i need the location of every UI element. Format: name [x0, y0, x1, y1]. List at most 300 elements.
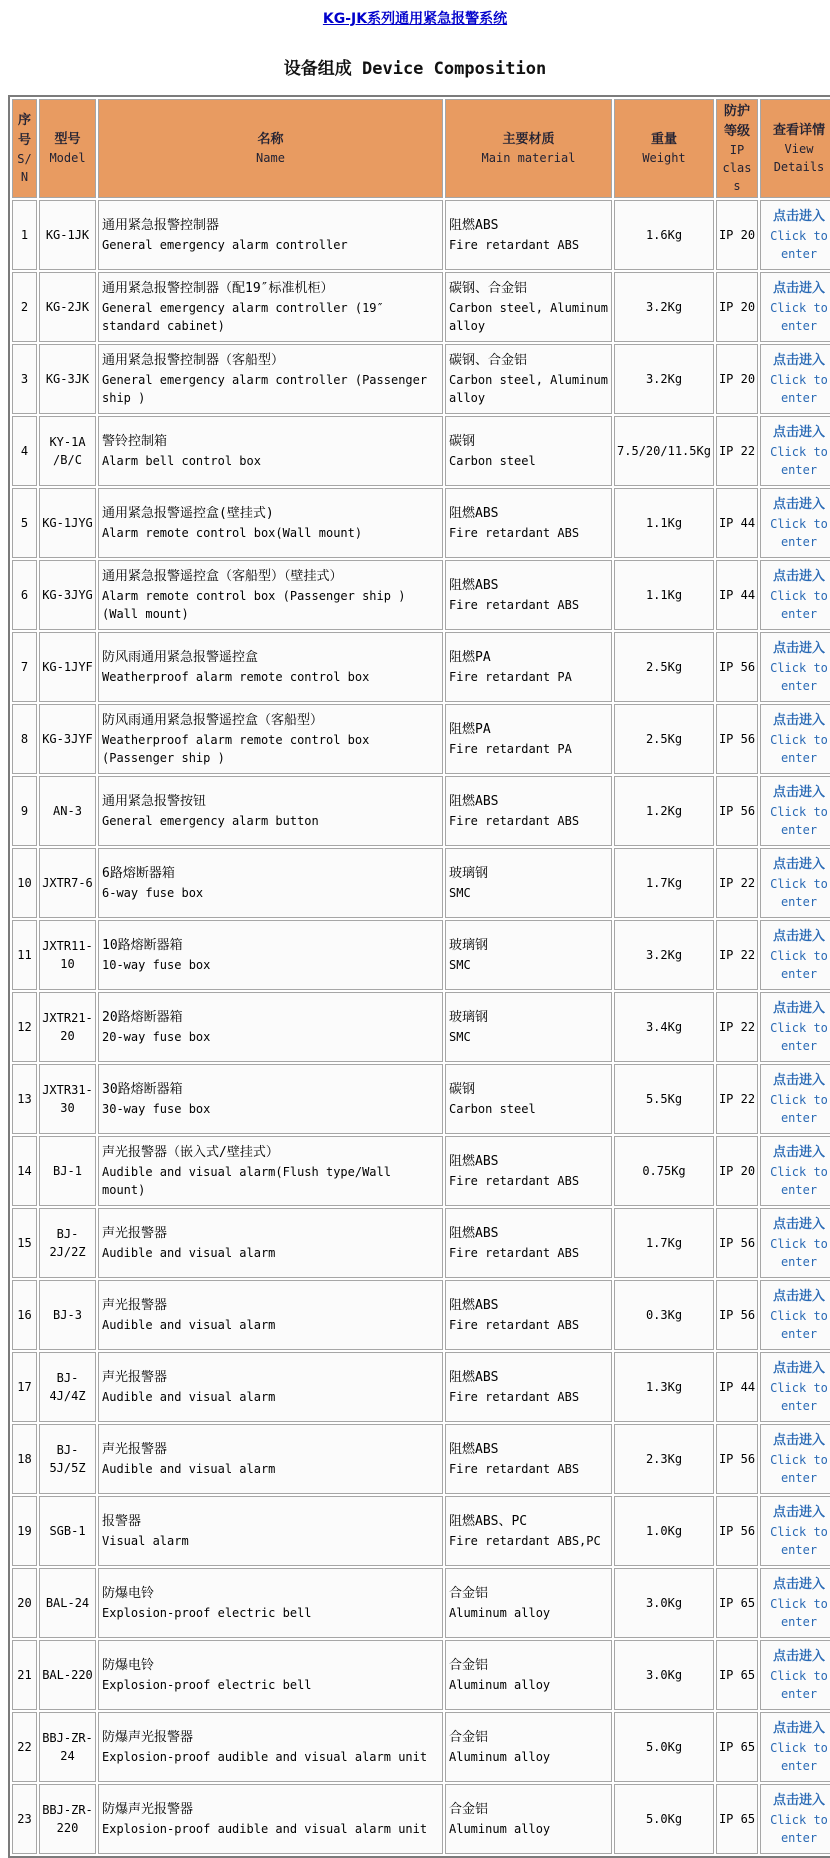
row-model	[39, 848, 96, 918]
material-en: Fire retardant ABS	[449, 597, 580, 612]
row-view-details	[760, 632, 830, 702]
click-to-enter-label-zh: 点击进入	[772, 641, 825, 657]
table-row	[12, 272, 830, 342]
header-name	[98, 99, 443, 198]
click-to-enter-link[interactable]	[763, 927, 830, 983]
row-weight	[614, 1712, 714, 1782]
click-to-enter-label-en: Click to enter	[770, 300, 828, 333]
click-to-enter-label-en: Click to enter	[770, 948, 828, 981]
row-view-details	[760, 200, 830, 270]
material-en: Aluminum alloy	[449, 1821, 551, 1836]
header-ip-en: IP class	[722, 143, 752, 193]
ip-class-value: IP 20	[718, 1164, 756, 1178]
material-zh: 合金铝	[449, 1586, 489, 1602]
table-row	[12, 488, 830, 558]
row-ip-class	[716, 776, 758, 846]
device-name-en: 30-way fuse box	[102, 1101, 211, 1116]
device-name-zh: 防风雨通用紧急报警遥控盒（客船型）	[102, 713, 324, 729]
material-en: Fire retardant PA	[449, 741, 572, 756]
click-to-enter-link[interactable]	[763, 1287, 830, 1343]
device-name-zh: 防爆声光报警器	[102, 1730, 194, 1746]
material-en: Fire retardant PA	[449, 669, 572, 684]
ip-class-value: IP 56	[718, 1236, 756, 1250]
row-serial-number	[12, 488, 37, 558]
row-weight	[614, 1784, 714, 1854]
click-to-enter-link[interactable]	[763, 1071, 830, 1127]
row-material	[445, 992, 612, 1062]
row-serial-number	[12, 1208, 37, 1278]
click-to-enter-link[interactable]	[763, 1647, 830, 1703]
row-view-details	[760, 344, 830, 414]
click-to-enter-label-en: Click to enter	[770, 1092, 828, 1125]
table-row	[12, 200, 830, 270]
ip-class-value: IP 22	[718, 1020, 756, 1034]
device-name-zh: 声光报警器	[102, 1298, 168, 1314]
click-to-enter-label-zh: 点击进入	[772, 1649, 825, 1665]
click-to-enter-label-en: Click to enter	[770, 1020, 828, 1053]
click-to-enter-label-en: Click to enter	[770, 1452, 828, 1485]
model-value: SGB-1	[49, 1524, 86, 1538]
click-to-enter-label-zh: 点击进入	[772, 1073, 825, 1089]
material-zh: 阻燃ABS	[449, 578, 499, 594]
row-ip-class	[716, 200, 758, 270]
material-en: Carbon steel, Aluminum alloy	[449, 300, 608, 333]
row-weight	[614, 632, 714, 702]
click-to-enter-link[interactable]	[763, 639, 830, 695]
click-to-enter-link[interactable]	[763, 711, 830, 767]
click-to-enter-link[interactable]	[763, 1575, 830, 1631]
device-name-en: Alarm bell control box	[102, 453, 261, 468]
device-name-zh: 通用紧急报警控制器（客船型）	[102, 353, 285, 369]
model-value: KG-3JYF	[42, 732, 93, 746]
device-name-en: Explosion-proof audible and visual alarm unit	[102, 1749, 428, 1764]
click-to-enter-link[interactable]	[763, 207, 830, 263]
header-model	[39, 99, 96, 198]
row-serial-number	[12, 1352, 37, 1422]
ip-class-value: IP 65	[718, 1740, 756, 1754]
page-title: KG-JK系列通用紧急报警系统	[322, 11, 508, 27]
row-name	[98, 632, 443, 702]
row-serial-number	[12, 1496, 37, 1566]
ip-class-value: IP 44	[718, 516, 756, 530]
click-to-enter-link[interactable]	[763, 999, 830, 1055]
click-to-enter-label-en: Click to enter	[770, 1668, 828, 1701]
model-value: KG-3JK	[45, 372, 90, 386]
row-weight	[614, 992, 714, 1062]
serial-number-value: 15	[17, 1236, 32, 1250]
row-model	[39, 1712, 96, 1782]
page-subtitle: 设备组成 Device Composition	[283, 59, 547, 79]
model-value: BAL-220	[42, 1668, 93, 1682]
ip-class-value: IP 20	[718, 372, 756, 386]
material-en: Fire retardant ABS,PC	[449, 1533, 601, 1548]
header-ip-class	[716, 99, 758, 198]
weight-value: 7.5/20/11.5Kg	[617, 444, 711, 458]
material-zh: 碳钢	[449, 434, 476, 450]
weight-value: 1.2Kg	[645, 804, 683, 818]
row-material	[445, 1352, 612, 1422]
row-ip-class	[716, 1712, 758, 1782]
serial-number-value: 17	[17, 1380, 32, 1394]
weight-value: 0.75Kg	[642, 1164, 686, 1178]
row-weight	[614, 344, 714, 414]
model-value: JXTR21-20	[42, 1011, 93, 1043]
serial-number-value: 5	[20, 516, 29, 530]
weight-value: 3.0Kg	[645, 1596, 683, 1610]
ip-class-value: IP 44	[718, 1380, 756, 1394]
row-model	[39, 1208, 96, 1278]
row-weight	[614, 488, 714, 558]
row-weight	[614, 1424, 714, 1494]
material-zh: 阻燃ABS	[449, 1442, 499, 1458]
model-value: BJ-3	[53, 1308, 82, 1322]
row-ip-class	[716, 1208, 758, 1278]
row-model	[39, 632, 96, 702]
row-name	[98, 848, 443, 918]
device-name-en: Audible and visual alarm	[102, 1461, 276, 1476]
click-to-enter-label-en: Click to enter	[770, 1740, 828, 1773]
row-ip-class	[716, 560, 758, 630]
serial-number-value: 2	[20, 300, 29, 314]
click-to-enter-label-en: Click to enter	[770, 1380, 828, 1413]
header-ip-zh: 防护等级	[723, 104, 750, 139]
click-to-enter-link[interactable]	[763, 423, 830, 479]
row-weight	[614, 848, 714, 918]
weight-value: 2.5Kg	[645, 660, 683, 674]
row-material	[445, 1640, 612, 1710]
weight-value: 1.3Kg	[645, 1380, 683, 1394]
click-to-enter-link[interactable]	[763, 1503, 830, 1559]
header-model-zh: 型号	[54, 131, 81, 147]
click-to-enter-label-en: Click to enter	[770, 876, 828, 909]
row-name	[98, 200, 443, 270]
table-row	[12, 632, 830, 702]
serial-number-value: 3	[20, 372, 29, 386]
device-name-en: Weatherproof alarm remote control box (Passenger ship )	[102, 732, 370, 765]
row-ip-class	[716, 1784, 758, 1854]
device-name-en: General emergency alarm button	[102, 813, 319, 828]
row-model	[39, 1496, 96, 1566]
click-to-enter-label-en: Click to enter	[770, 372, 828, 405]
table-row	[12, 1784, 830, 1854]
model-value: JXTR7-6	[42, 876, 93, 890]
row-serial-number	[12, 200, 37, 270]
click-to-enter-label-zh: 点击进入	[772, 1577, 825, 1593]
row-weight	[614, 1568, 714, 1638]
device-name-zh: 10路熔断器箱	[102, 938, 183, 954]
row-serial-number	[12, 344, 37, 414]
table-row	[12, 1424, 830, 1494]
device-name-zh: 防风雨通用紧急报警遥控盒	[102, 650, 259, 666]
weight-value: 5.0Kg	[645, 1812, 683, 1826]
row-material	[445, 1208, 612, 1278]
table-row	[12, 1568, 830, 1638]
row-view-details	[760, 488, 830, 558]
material-zh: 玻璃钢	[449, 866, 489, 882]
header-details-zh: 查看详情	[772, 122, 825, 138]
row-material	[445, 1712, 612, 1782]
material-zh: 阻燃ABS	[449, 1226, 499, 1242]
weight-value: 1.1Kg	[645, 588, 683, 602]
row-view-details	[760, 1136, 830, 1206]
weight-value: 3.2Kg	[645, 372, 683, 386]
row-serial-number	[12, 272, 37, 342]
ip-class-value: IP 44	[718, 588, 756, 602]
ip-class-value: IP 65	[718, 1596, 756, 1610]
weight-value: 3.2Kg	[645, 948, 683, 962]
device-name-zh: 通用紧急报警控制器	[102, 218, 220, 234]
material-en: SMC	[449, 957, 471, 972]
ip-class-value: IP 56	[718, 1452, 756, 1466]
click-to-enter-link[interactable]	[763, 1791, 830, 1847]
device-name-en: Weatherproof alarm remote control box	[102, 669, 370, 684]
row-view-details	[760, 776, 830, 846]
row-material	[445, 560, 612, 630]
table-row	[12, 848, 830, 918]
click-to-enter-label-zh: 点击进入	[772, 1433, 825, 1449]
click-to-enter-label-en: Click to enter	[770, 228, 828, 261]
ip-class-value: IP 22	[718, 1092, 756, 1106]
row-material	[445, 488, 612, 558]
header-name-en: Name	[256, 151, 285, 166]
ip-class-value: IP 56	[718, 660, 756, 674]
row-material	[445, 848, 612, 918]
click-to-enter-label-zh: 点击进入	[772, 425, 825, 441]
row-view-details	[760, 416, 830, 486]
row-serial-number	[12, 1136, 37, 1206]
click-to-enter-label-zh: 点击进入	[772, 1001, 825, 1017]
row-model	[39, 1064, 96, 1134]
row-model	[39, 488, 96, 558]
weight-value: 5.5Kg	[645, 1092, 683, 1106]
ip-class-value: IP 56	[718, 804, 756, 818]
row-serial-number	[12, 1064, 37, 1134]
row-serial-number	[12, 704, 37, 774]
click-to-enter-link[interactable]	[763, 495, 830, 551]
click-to-enter-label-zh: 点击进入	[772, 1217, 825, 1233]
row-name	[98, 1568, 443, 1638]
row-ip-class	[716, 1496, 758, 1566]
model-value: BAL-24	[45, 1596, 90, 1610]
material-en: Fire retardant ABS	[449, 1317, 580, 1332]
row-name	[98, 1784, 443, 1854]
row-view-details	[760, 1424, 830, 1494]
material-zh: 阻燃ABS	[449, 218, 499, 234]
material-zh: 阻燃PA	[449, 722, 491, 738]
row-view-details	[760, 992, 830, 1062]
row-weight	[614, 1352, 714, 1422]
row-material	[445, 344, 612, 414]
material-zh: 合金铝	[449, 1802, 489, 1818]
row-ip-class	[716, 632, 758, 702]
row-view-details	[760, 1280, 830, 1350]
ip-class-value: IP 65	[718, 1812, 756, 1826]
click-to-enter-label-zh: 点击进入	[772, 929, 825, 945]
serial-number-value: 23	[17, 1812, 32, 1826]
device-name-zh: 声光报警器	[102, 1442, 168, 1458]
device-composition-table	[8, 95, 830, 1858]
serial-number-value: 19	[17, 1524, 32, 1538]
model-value: BJ-2J/2Z	[49, 1227, 86, 1259]
material-en: Fire retardant ABS	[449, 237, 580, 252]
material-zh: 阻燃ABS	[449, 1370, 499, 1386]
table-row	[12, 344, 830, 414]
row-model	[39, 1352, 96, 1422]
material-zh: 碳钢、合金铝	[449, 353, 528, 369]
row-ip-class	[716, 1424, 758, 1494]
click-to-enter-label-en: Click to enter	[770, 732, 828, 765]
row-serial-number	[12, 560, 37, 630]
material-zh: 阻燃PA	[449, 650, 491, 666]
click-to-enter-label-zh: 点击进入	[772, 353, 825, 369]
serial-number-value: 20	[17, 1596, 32, 1610]
row-ip-class	[716, 272, 758, 342]
weight-value: 1.6Kg	[645, 228, 683, 242]
row-model	[39, 992, 96, 1062]
serial-number-value: 8	[20, 732, 29, 746]
row-material	[445, 1064, 612, 1134]
click-to-enter-link[interactable]	[763, 1719, 830, 1775]
ip-class-value: IP 56	[718, 1308, 756, 1322]
click-to-enter-link[interactable]	[763, 1143, 830, 1199]
device-name-en: Explosion-proof electric bell	[102, 1677, 312, 1692]
row-model	[39, 1424, 96, 1494]
row-serial-number	[12, 776, 37, 846]
model-value: KG-3JYG	[42, 588, 93, 602]
click-to-enter-label-zh: 点击进入	[772, 569, 825, 585]
click-to-enter-link[interactable]	[763, 1431, 830, 1487]
row-view-details	[760, 560, 830, 630]
row-serial-number	[12, 416, 37, 486]
row-name	[98, 1712, 443, 1782]
material-zh: 玻璃钢	[449, 1010, 489, 1026]
material-en: Aluminum alloy	[449, 1605, 551, 1620]
table-row	[12, 1712, 830, 1782]
click-to-enter-link[interactable]	[763, 1359, 830, 1415]
header-material	[445, 99, 612, 198]
click-to-enter-label-zh: 点击进入	[772, 1289, 825, 1305]
serial-number-value: 22	[17, 1740, 32, 1754]
row-weight	[614, 704, 714, 774]
device-name-en: General emergency alarm controller	[102, 237, 348, 252]
click-to-enter-label-en: Click to enter	[770, 1236, 828, 1269]
row-weight	[614, 1208, 714, 1278]
row-model	[39, 704, 96, 774]
click-to-enter-label-zh: 点击进入	[772, 713, 825, 729]
material-en: Fire retardant ABS	[449, 1389, 580, 1404]
model-value: BBJ-ZR-24	[42, 1731, 93, 1763]
serial-number-value: 21	[17, 1668, 32, 1682]
row-view-details	[760, 1352, 830, 1422]
header-name-zh: 名称	[257, 131, 284, 147]
row-model	[39, 560, 96, 630]
row-ip-class	[716, 416, 758, 486]
serial-number-value: 6	[20, 588, 29, 602]
row-name	[98, 488, 443, 558]
serial-number-value: 9	[20, 804, 29, 818]
click-to-enter-label-en: Click to enter	[770, 1524, 828, 1557]
weight-value: 1.0Kg	[645, 1524, 683, 1538]
row-view-details	[760, 272, 830, 342]
click-to-enter-link[interactable]	[763, 783, 830, 839]
row-name	[98, 1208, 443, 1278]
material-en: Fire retardant ABS	[449, 813, 580, 828]
click-to-enter-label-en: Click to enter	[770, 444, 828, 477]
row-model	[39, 1280, 96, 1350]
device-name-en: 6-way fuse box	[102, 885, 204, 900]
row-name	[98, 920, 443, 990]
material-zh: 玻璃钢	[449, 938, 489, 954]
row-ip-class	[716, 1136, 758, 1206]
header-material-en: Main material	[481, 151, 576, 166]
click-to-enter-label-zh: 点击进入	[772, 1361, 825, 1377]
row-ip-class	[716, 992, 758, 1062]
table-row	[12, 1064, 830, 1134]
click-to-enter-link[interactable]	[763, 1215, 830, 1271]
serial-number-value: 10	[17, 876, 32, 890]
device-name-en: Alarm remote control box (Passenger ship ) (Wall mount)	[102, 588, 406, 621]
row-serial-number	[12, 1784, 37, 1854]
row-ip-class	[716, 1640, 758, 1710]
table-row	[12, 1136, 830, 1206]
row-ip-class	[716, 1568, 758, 1638]
click-to-enter-label-zh: 点击进入	[772, 1721, 825, 1737]
row-name	[98, 1640, 443, 1710]
material-en: Aluminum alloy	[449, 1749, 551, 1764]
row-view-details	[760, 1064, 830, 1134]
weight-value: 5.0Kg	[645, 1740, 683, 1754]
row-material	[445, 1784, 612, 1854]
row-weight	[614, 1496, 714, 1566]
model-value: BJ-5J/5Z	[49, 1443, 86, 1475]
device-name-en: Visual alarm	[102, 1533, 189, 1548]
click-to-enter-link[interactable]	[763, 279, 830, 335]
click-to-enter-link[interactable]	[763, 567, 830, 623]
table-row	[12, 704, 830, 774]
material-zh: 合金铝	[449, 1730, 489, 1746]
device-name-zh: 通用紧急报警遥控盒（客船型）（壁挂式）	[102, 569, 343, 585]
row-ip-class	[716, 1280, 758, 1350]
row-ip-class	[716, 920, 758, 990]
row-name	[98, 1352, 443, 1422]
device-name-zh: 防爆声光报警器	[102, 1802, 194, 1818]
row-serial-number	[12, 1712, 37, 1782]
row-name	[98, 1496, 443, 1566]
row-ip-class	[716, 344, 758, 414]
device-name-zh: 30路熔断器箱	[102, 1082, 183, 1098]
material-en: SMC	[449, 885, 471, 900]
click-to-enter-label-zh: 点击进入	[772, 785, 825, 801]
click-to-enter-link[interactable]	[763, 855, 830, 911]
material-en: Fire retardant ABS	[449, 1245, 580, 1260]
header-view-details	[760, 99, 830, 198]
device-name-zh: 20路熔断器箱	[102, 1010, 183, 1026]
ip-class-value: IP 22	[718, 444, 756, 458]
material-en: Aluminum alloy	[449, 1677, 551, 1692]
device-name-en: General emergency alarm controller (19″ standard cabinet)	[102, 300, 384, 333]
device-name-en: Audible and visual alarm	[102, 1245, 276, 1260]
serial-number-value: 11	[17, 948, 32, 962]
material-en: Fire retardant ABS	[449, 1173, 580, 1188]
weight-value: 0.3Kg	[645, 1308, 683, 1322]
click-to-enter-label-zh: 点击进入	[772, 497, 825, 513]
click-to-enter-link[interactable]	[763, 351, 830, 407]
material-zh: 阻燃ABS、PC	[449, 1514, 528, 1530]
row-ip-class	[716, 488, 758, 558]
weight-value: 1.1Kg	[645, 516, 683, 530]
model-value: AN-3	[53, 804, 82, 818]
row-ip-class	[716, 704, 758, 774]
